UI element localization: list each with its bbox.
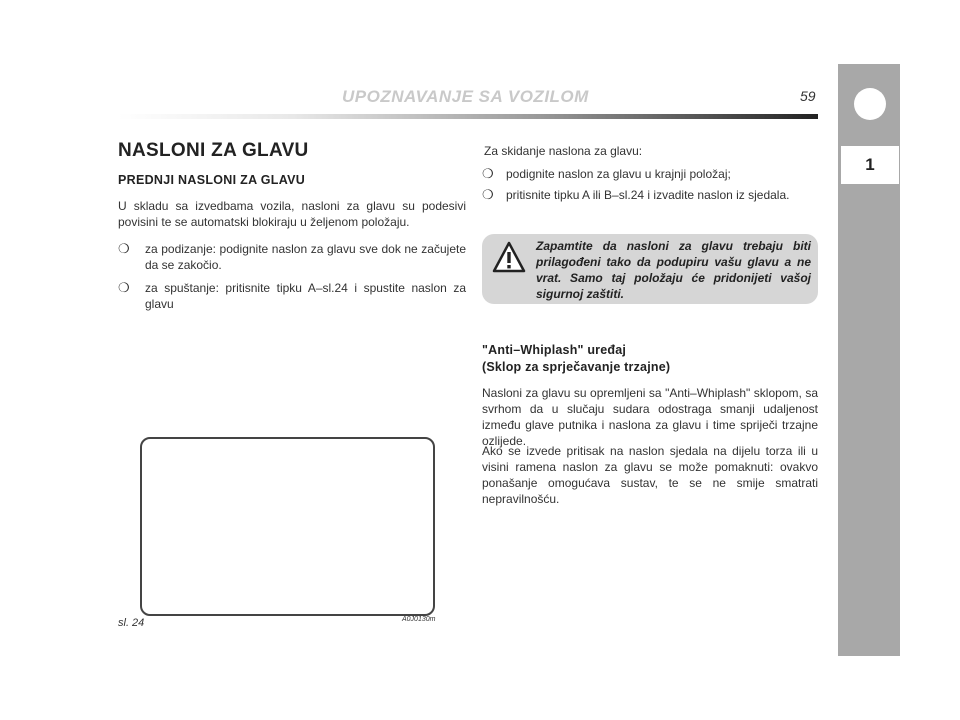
ring-bullet-icon: ❍ xyxy=(482,187,494,202)
chapter-tab-circle xyxy=(854,88,886,120)
section-subtitle: PREDNJI NASLONI ZA GLAVU xyxy=(118,173,306,187)
ring-bullet-icon: ❍ xyxy=(482,166,494,181)
subsection-title-line2: (Sklop za sprječavanje trzajne) xyxy=(482,360,671,374)
header-rule xyxy=(118,114,818,119)
figure-label: sl. 24 xyxy=(118,617,145,629)
removal-intro: Za skidanje naslona za glavu: xyxy=(484,144,643,158)
figure-image-frame xyxy=(140,437,435,616)
anti-whiplash-paragraph-1: Nasloni za glavu su opremljeni sa "Anti–Whiplash" sklopom, sa svrhom da u slučaju sudara odostraga smanji udaljenost između glave putnika i naslona za glavu i time spriječi trzajne ozlijede. xyxy=(482,386,818,448)
list-item-text: za podizanje: podignite naslon za glavu sve dok ne začujete da se zakočio. xyxy=(145,242,466,272)
ring-bullet-icon: ❍ xyxy=(118,280,130,295)
page-number: 59 xyxy=(800,88,816,104)
anti-whiplash-paragraph-2: Ako se izvede pritisak na naslon sjedala na dijelu torza ili u visini ramena naslon za glavu se može pomaknuti: ovakvo ponašanje omogućava sustav, te se ne smije smatrati nepravilnošću. xyxy=(482,444,818,506)
list-item xyxy=(482,187,818,203)
header-title: UPOZNAVANJE SA VOZILOM xyxy=(342,87,589,106)
warning-text: Zapamtite da nasloni za glavu trebaju biti prilagođeni tako da podupiru vašu glavu a ne vrat. Samo taj položaju će pridonijeti vašoj sigurnoj zaštiti. xyxy=(536,239,811,301)
list-item-text: za spuštanje: pritisnite tipku A–sl.24 i spustite naslon za glavu xyxy=(145,281,466,311)
section-title: NASLONI ZA GLAVU xyxy=(118,140,309,161)
subsection-title-line1: "Anti–Whiplash" uređaj xyxy=(482,343,627,357)
warning-triangle-icon xyxy=(492,241,526,273)
list-item-text: podignite naslon za glavu u krajnji položaj; xyxy=(506,167,731,181)
list-item xyxy=(118,280,466,312)
ring-bullet-icon: ❍ xyxy=(118,241,130,256)
intro-paragraph: U skladu sa izvedbama vozila, nasloni za glavu su podesivi povisini te se automatski blokiraju u željenom položaju. xyxy=(118,199,466,229)
list-item xyxy=(482,166,818,182)
list-item xyxy=(118,241,466,273)
chapter-tab-number: 1 xyxy=(841,146,899,184)
list-item-text: pritisnite tipku A ili B–sl.24 i izvadite naslon iz sjedala. xyxy=(506,188,790,202)
figure-code: A0J0130m xyxy=(402,616,436,623)
